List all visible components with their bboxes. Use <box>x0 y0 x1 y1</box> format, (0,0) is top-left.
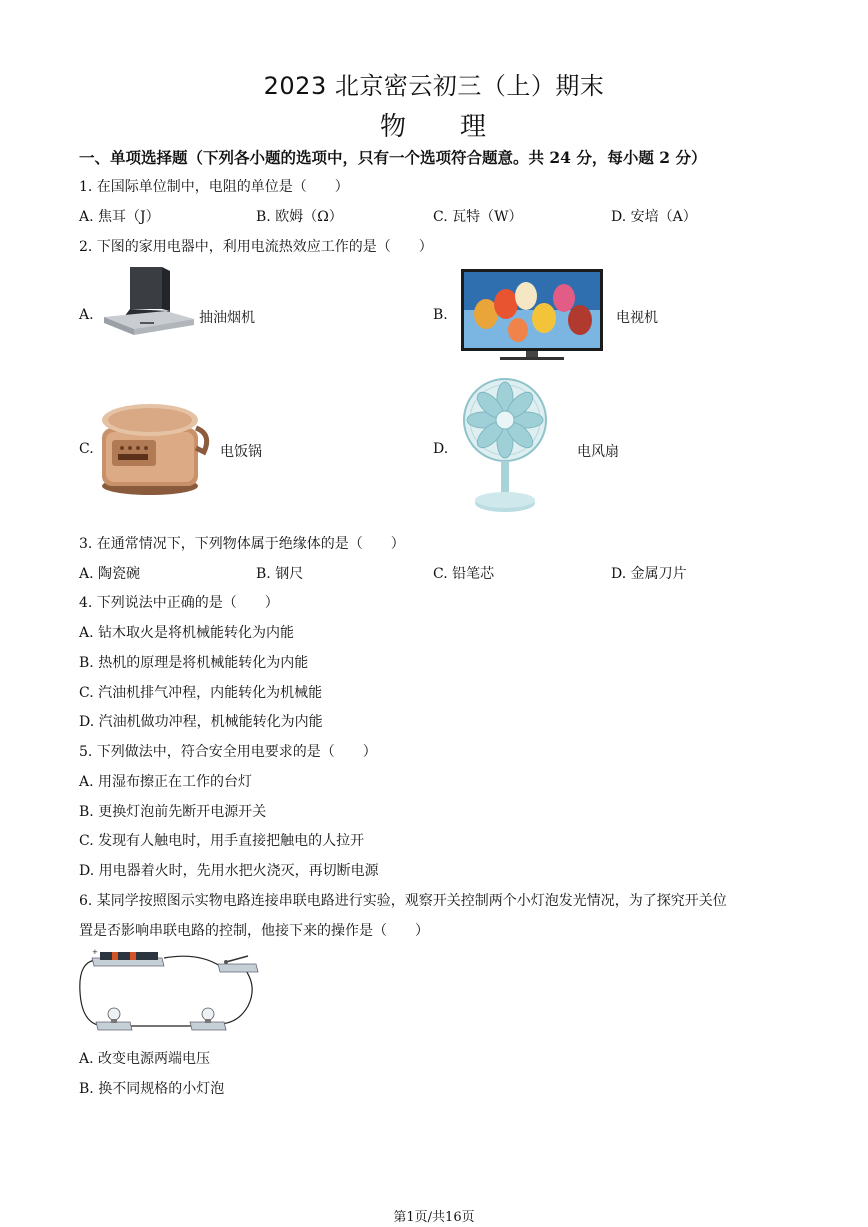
question-2-option-d-letter: D. <box>433 441 449 457</box>
question-6-stem-line-1: 6. 某同学按照图示实物电路连接串联电路进行实验，观察开关控制两个小灯泡发光情况，为了探究开关位 <box>79 893 727 909</box>
question-1-option-b: B. 欧姆（Ω） <box>256 209 343 225</box>
page-footer: 第1页/共16页 <box>393 1210 475 1225</box>
question-3-option-a: A. 陶瓷碗 <box>79 566 141 582</box>
question-6-stem-line-2: 置是否影响串联电路的控制，他接下来的操作是（ ） <box>79 923 429 939</box>
question-2-option-c-name: 电饭锅 <box>220 444 262 460</box>
fan-icon <box>462 377 548 517</box>
question-1-stem: 1. 在国际单位制中，电阻的单位是（ ） <box>79 179 349 195</box>
section-heading: 一、单项选择题（下列各小题的选项中，只有一个选项符合题意。共 24 分，每小题 2 分） <box>79 148 707 167</box>
question-3-option-d: D. 金属刀片 <box>611 566 687 582</box>
svg-text:+: + <box>92 948 98 956</box>
subject-char-1: 物 <box>379 112 408 142</box>
question-2-option-d-name: 电风扇 <box>577 444 619 460</box>
question-2-option-c-letter: C. <box>79 441 94 457</box>
question-4-option-b: B. 热机的原理是将机械能转化为内能 <box>79 655 309 671</box>
question-4-stem: 4. 下列说法中正确的是（ ） <box>79 595 279 611</box>
question-2-option-a-name: 抽油烟机 <box>199 310 255 326</box>
subject-char-2: 理 <box>460 112 489 142</box>
question-6-option-b: B. 换不同规格的小灯泡 <box>79 1081 225 1097</box>
question-3-stem: 3. 在通常情况下，下列物体属于绝缘体的是（ ） <box>79 536 405 552</box>
question-1-option-d: D. 安培（A） <box>611 209 697 225</box>
exam-title: 2023 北京密云初三（上）期末 <box>263 72 605 100</box>
question-3-option-c: C. 铅笔芯 <box>433 566 495 582</box>
question-1-option-a: A. 焦耳（J） <box>79 209 160 225</box>
question-5-option-d: D. 用电器着火时，先用水把火浇灭，再切断电源 <box>79 863 379 879</box>
series-circuit-icon <box>78 946 260 1036</box>
tv-icon <box>460 268 604 362</box>
question-2-option-b-letter: B. <box>433 307 448 323</box>
question-6-option-a: A. 改变电源两端电压 <box>79 1051 211 1067</box>
question-4-option-a: A. 钻木取火是将机械能转化为内能 <box>79 625 295 641</box>
question-5-option-b: B. 更换灯泡前先断开电源开关 <box>79 804 267 820</box>
range-hood-icon <box>100 265 198 337</box>
question-5-stem: 5. 下列做法中，符合安全用电要求的是（ ） <box>79 744 377 760</box>
rice-cooker-icon <box>98 398 212 498</box>
question-4-option-d: D. 汽油机做功冲程，机械能转化为内能 <box>79 714 323 730</box>
question-5-option-a: A. 用湿布擦正在工作的台灯 <box>79 774 253 790</box>
question-1-option-c: C. 瓦特（W） <box>433 209 523 225</box>
subject-title <box>0 106 868 143</box>
question-4-option-c: C. 汽油机排气冲程，内能转化为机械能 <box>79 685 323 701</box>
question-2-stem: 2. 下图的家用电器中，利用电流热效应工作的是（ ） <box>79 239 433 255</box>
question-5-option-c: C. 发现有人触电时，用手直接把触电的人拉开 <box>79 833 365 849</box>
question-3-option-b: B. 钢尺 <box>256 566 304 582</box>
question-2-option-b-name: 电视机 <box>616 310 658 326</box>
question-2-option-a-letter: A. <box>79 307 94 323</box>
